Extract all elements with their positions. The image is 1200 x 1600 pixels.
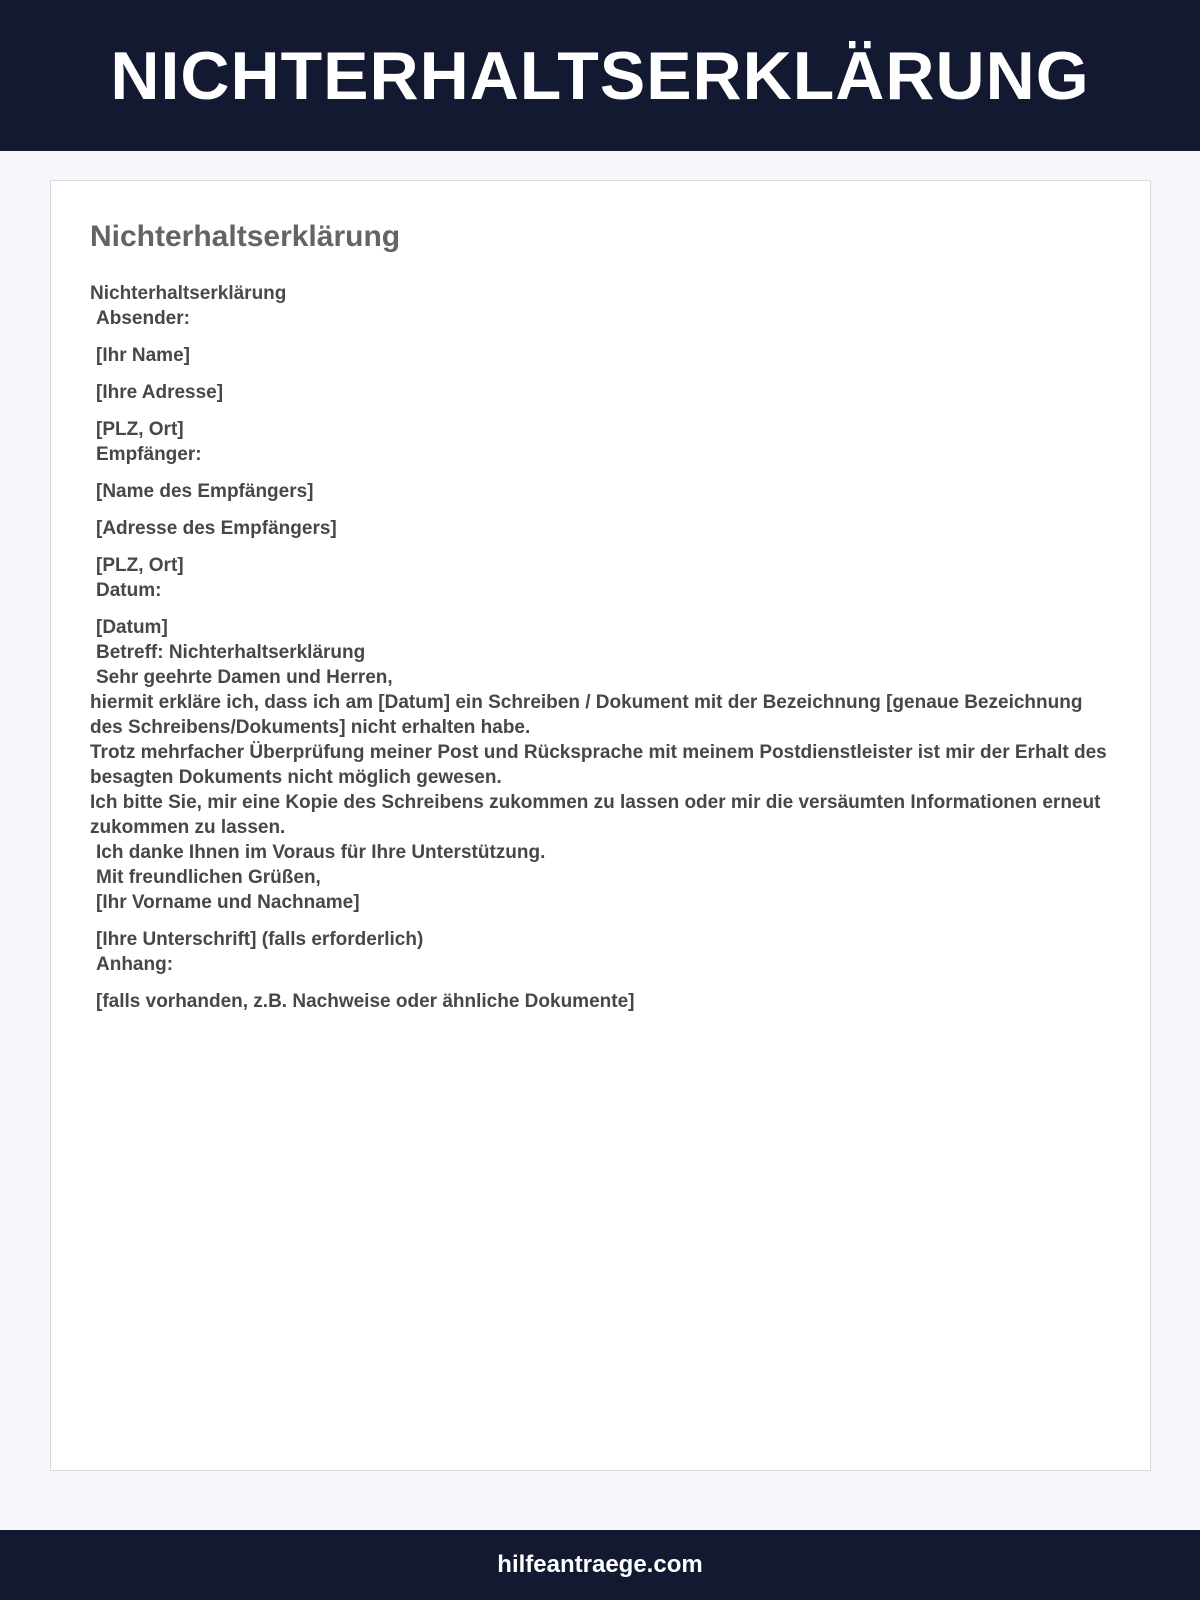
date-label: Datum:	[96, 580, 162, 601]
banner-title: NICHTERHALTSERKLÄRUNG	[110, 37, 1090, 114]
footer-banner	[0, 1530, 1200, 1600]
sender-label: Absender:	[96, 308, 190, 329]
attachment-note: [falls vorhanden, z.B. Nachweise oder ähnliche Dokumente]	[96, 991, 635, 1012]
recipient-label: Empfänger:	[96, 444, 202, 465]
sender-name: [Ihr Name]	[96, 345, 190, 366]
signatory-name: [Ihr Vorname und Nachname]	[96, 892, 360, 913]
document-title-line: Nichterhaltserklärung	[90, 283, 287, 304]
date-value: [Datum]	[96, 617, 168, 638]
recipient-city: [PLZ, Ort]	[96, 555, 184, 576]
subject-line: Betreff: Nichterhaltserklärung	[96, 642, 366, 663]
signature-line: [Ihre Unterschrift] (falls erforderlich)	[96, 929, 424, 950]
footer-site-name: hilfeantraege.com	[497, 1551, 703, 1578]
attachment-label: Anhang:	[96, 954, 174, 975]
recipient-address: [Adresse des Empfängers]	[96, 518, 337, 539]
body-paragraph-1: hiermit erkläre ich, dass ich am [Datum] ein Schreiben / Dokument mit der Bezeichnung [genaue Bezeichnung des Schreibens/Dokuments] nicht erhalten habe.	[90, 692, 1083, 738]
closing-line: Mit freundlichen Grüßen,	[96, 867, 321, 888]
salutation: Sehr geehrte Damen und Herren,	[96, 667, 393, 688]
sender-address: [Ihre Adresse]	[96, 382, 224, 403]
top-banner	[0, 0, 1200, 151]
document-heading: Nichterhaltserklärung	[90, 220, 401, 253]
body-paragraph-2: Trotz mehrfacher Überprüfung meiner Post und Rücksprache mit meinem Postdienstleister ist mir der Erhalt des besagten Dokuments nicht möglich gewesen.	[90, 742, 1107, 788]
thanks-line: Ich danke Ihnen im Voraus für Ihre Unterstützung.	[96, 842, 546, 863]
body-paragraph-3: Ich bitte Sie, mir eine Kopie des Schreibens zukommen zu lassen oder mir die versäumten Informationen erneut zukommen zu lassen.	[90, 792, 1101, 838]
document-card	[50, 180, 1151, 1471]
recipient-name: [Name des Empfängers]	[96, 481, 314, 502]
document-body	[90, 281, 1111, 1014]
sender-city: [PLZ, Ort]	[96, 419, 184, 440]
